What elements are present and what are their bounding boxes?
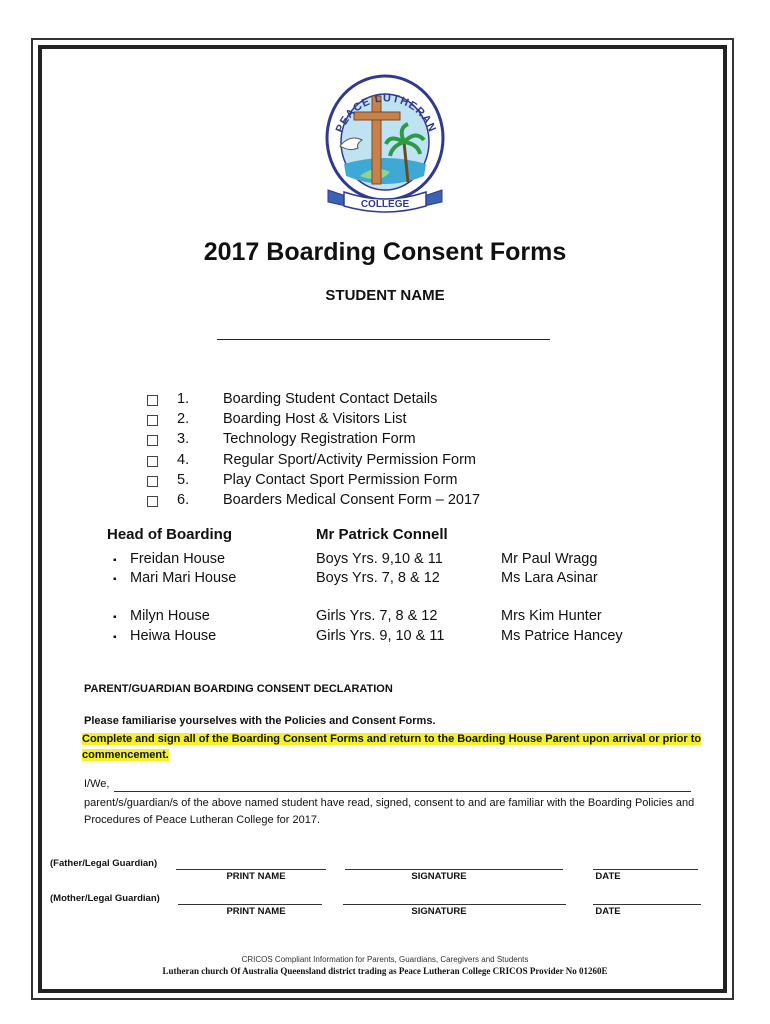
provider-statement: Lutheran church Of Australia Queensland district trading as Peace Lutheran College CRICOS Provider No 01260E xyxy=(162,966,608,976)
house-years: Boys Yrs. 9,10 & 11 xyxy=(316,551,443,567)
checklist-number: 5. xyxy=(177,472,190,488)
student-name-label: STUDENT NAME xyxy=(325,287,445,304)
checklist-number: 3. xyxy=(177,431,190,447)
checklist-label: Boarding Student Contact Details xyxy=(223,391,438,407)
highlighted-instruction xyxy=(82,731,706,763)
date-caption: DATE xyxy=(595,871,621,882)
house-name: Heiwa House xyxy=(130,628,217,644)
print-name-caption: PRINT NAME xyxy=(226,906,286,917)
mother-date-line[interactable] xyxy=(593,904,701,905)
iwe-name-line[interactable] xyxy=(114,791,691,792)
house-parent: Ms Lara Asinar xyxy=(501,570,598,586)
checkbox[interactable] xyxy=(147,496,158,507)
house-parent: Ms Patrice Hancey xyxy=(501,628,623,644)
house-name: Milyn House xyxy=(130,608,210,624)
checkbox[interactable] xyxy=(147,415,158,426)
father-signature-line[interactable] xyxy=(345,869,563,870)
mother-guardian-label: (Mother/Legal Guardian) xyxy=(50,893,160,904)
college-logo xyxy=(320,72,450,220)
date-caption: DATE xyxy=(595,906,621,917)
logo-arc-text: PEACE LUTHERAN xyxy=(333,92,439,135)
house-parent: Mr Paul Wragg xyxy=(501,551,598,567)
head-of-boarding-label: Head of Boarding xyxy=(107,526,233,543)
checklist-number: 2. xyxy=(177,411,190,427)
checklist-label: Boarding Host & Visitors List xyxy=(223,411,407,427)
bullet-icon: ▪ xyxy=(113,612,117,623)
bullet-icon: ▪ xyxy=(113,555,117,566)
logo-cross-horizontal xyxy=(354,112,400,120)
house-years: Girls Yrs. 9, 10 & 11 xyxy=(316,628,445,644)
checklist-label: Regular Sport/Activity Permission Form xyxy=(223,452,477,468)
checklist-label: Play Contact Sport Permission Form xyxy=(223,472,458,488)
head-of-boarding-name: Mr Patrick Connell xyxy=(316,526,448,543)
house-years: Girls Yrs. 7, 8 & 12 xyxy=(316,608,438,624)
cricos-info: CRICOS Compliant Information for Parents, Guardians, Caregivers and Students xyxy=(241,955,529,964)
checklist-number: 6. xyxy=(177,492,190,508)
father-date-line[interactable] xyxy=(593,869,698,870)
iwe-label: I/We, xyxy=(84,778,110,790)
student-name-line[interactable] xyxy=(217,339,550,340)
declaration-text: parent/s/guardian/s of the above named student have read, signed, consent to and are familiar with the Boarding Policies and Procedures of Peace Lutheran College for 2017. xyxy=(84,797,695,826)
signature-caption: SIGNATURE xyxy=(411,871,467,882)
highlighted-instruction-text: Complete and sign all of the Boarding Consent Forms and return to the Boarding House Parent upon arrival or prior to commencement. xyxy=(82,733,702,761)
checklist-number: 1. xyxy=(177,391,190,407)
checkbox[interactable] xyxy=(147,476,158,487)
checkbox[interactable] xyxy=(147,456,158,467)
house-name: Freidan House xyxy=(130,551,226,567)
checklist-label: Boarders Medical Consent Form – 2017 xyxy=(223,492,481,508)
house-name: Mari Mari House xyxy=(130,570,237,586)
checkbox[interactable] xyxy=(147,395,158,406)
checklist-number: 4. xyxy=(177,452,190,468)
father-guardian-label: (Father/Legal Guardian) xyxy=(50,858,158,869)
logo-banner-text: COLLEGE xyxy=(360,199,410,210)
bullet-icon: ▪ xyxy=(113,574,117,585)
familiarise-notice: Please familiarise yourselves with the Policies and Consent Forms. xyxy=(84,715,436,727)
bullet-icon: ▪ xyxy=(113,632,117,643)
logo-cross-vertical xyxy=(372,96,381,184)
print-name-caption: PRINT NAME xyxy=(226,871,286,882)
father-print-name-line[interactable] xyxy=(176,869,326,870)
signature-caption: SIGNATURE xyxy=(411,906,467,917)
house-parent: Mrs Kim Hunter xyxy=(501,608,602,624)
mother-signature-line[interactable] xyxy=(343,904,566,905)
page-title: 2017 Boarding Consent Forms xyxy=(203,238,567,266)
checkbox[interactable] xyxy=(147,435,158,446)
house-years: Boys Yrs. 7, 8 & 12 xyxy=(316,570,440,586)
declaration-heading: PARENT/GUARDIAN BOARDING CONSENT DECLARATION xyxy=(84,683,393,695)
checklist-label: Technology Registration Form xyxy=(223,431,416,447)
mother-print-name-line[interactable] xyxy=(178,904,322,905)
